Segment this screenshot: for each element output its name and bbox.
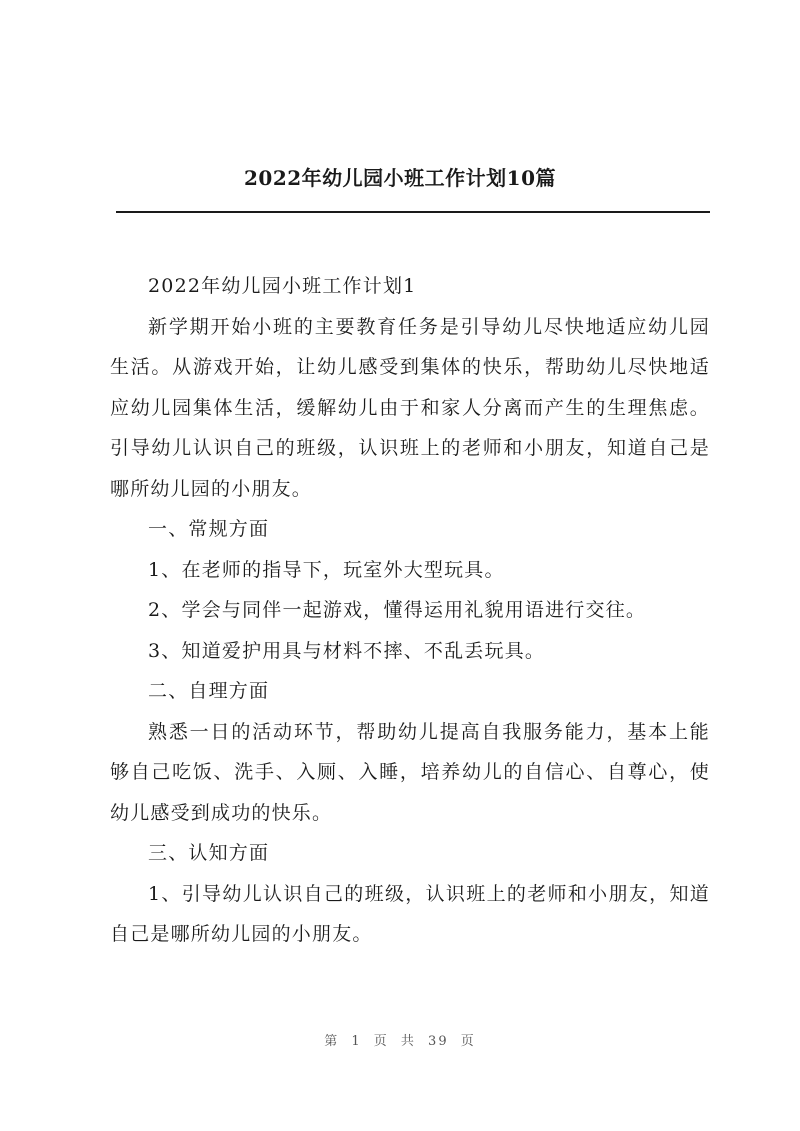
paragraph-heading-routine: 一、常规方面 bbox=[148, 518, 270, 540]
paragraph-intro: 新学期开始小班的主要教育任务是引导幼儿尽快地适应幼儿园生活。从游戏开始，让幼儿感受到集体的快乐，帮助幼儿尽快地适应幼儿园集体生活，缓解幼儿由于和家人分离而产生的生理焦虑。引导幼儿认识自己的班级，认识班上的老师和小朋友，知道自己是哪所幼儿园的小朋友。 bbox=[110, 315, 710, 500]
paragraph-section-heading: 2022年幼儿园小班工作计划1 bbox=[148, 275, 417, 297]
paragraph-selfcare: 熟悉一日的活动环节，帮助幼儿提高自我服务能力，基本上能够自己吃饭、洗手、入厕、入睡，培养幼儿的自信心、自尊心，使幼儿感受到成功的快乐。 bbox=[110, 720, 710, 824]
title-divider bbox=[116, 211, 710, 213]
document-title: 2022年幼儿园小班工作计划10篇 bbox=[244, 166, 556, 190]
page-number-footer: 第 1 页 共 39 页 bbox=[324, 1034, 476, 1049]
paragraph-heading-cognition: 三、认知方面 bbox=[148, 842, 270, 864]
paragraph-cognition-item-1: 1、引导幼儿认识自己的班级，认识班上的老师和小朋友，知道自己是哪所幼儿园的小朋友。 bbox=[110, 882, 710, 945]
document-body bbox=[110, 266, 710, 955]
paragraph-heading-selfcare: 二、自理方面 bbox=[148, 680, 270, 702]
paragraph-routine-item-3: 3、知道爱护用具与材料不摔、不乱丢玩具。 bbox=[148, 639, 546, 662]
paragraph-routine-item-1: 1、在老师的指导下，玩室外大型玩具。 bbox=[148, 558, 505, 581]
paragraph-routine-item-2: 2、学会与同伴一起游戏，懂得运用礼貌用语进行交往。 bbox=[148, 599, 647, 621]
